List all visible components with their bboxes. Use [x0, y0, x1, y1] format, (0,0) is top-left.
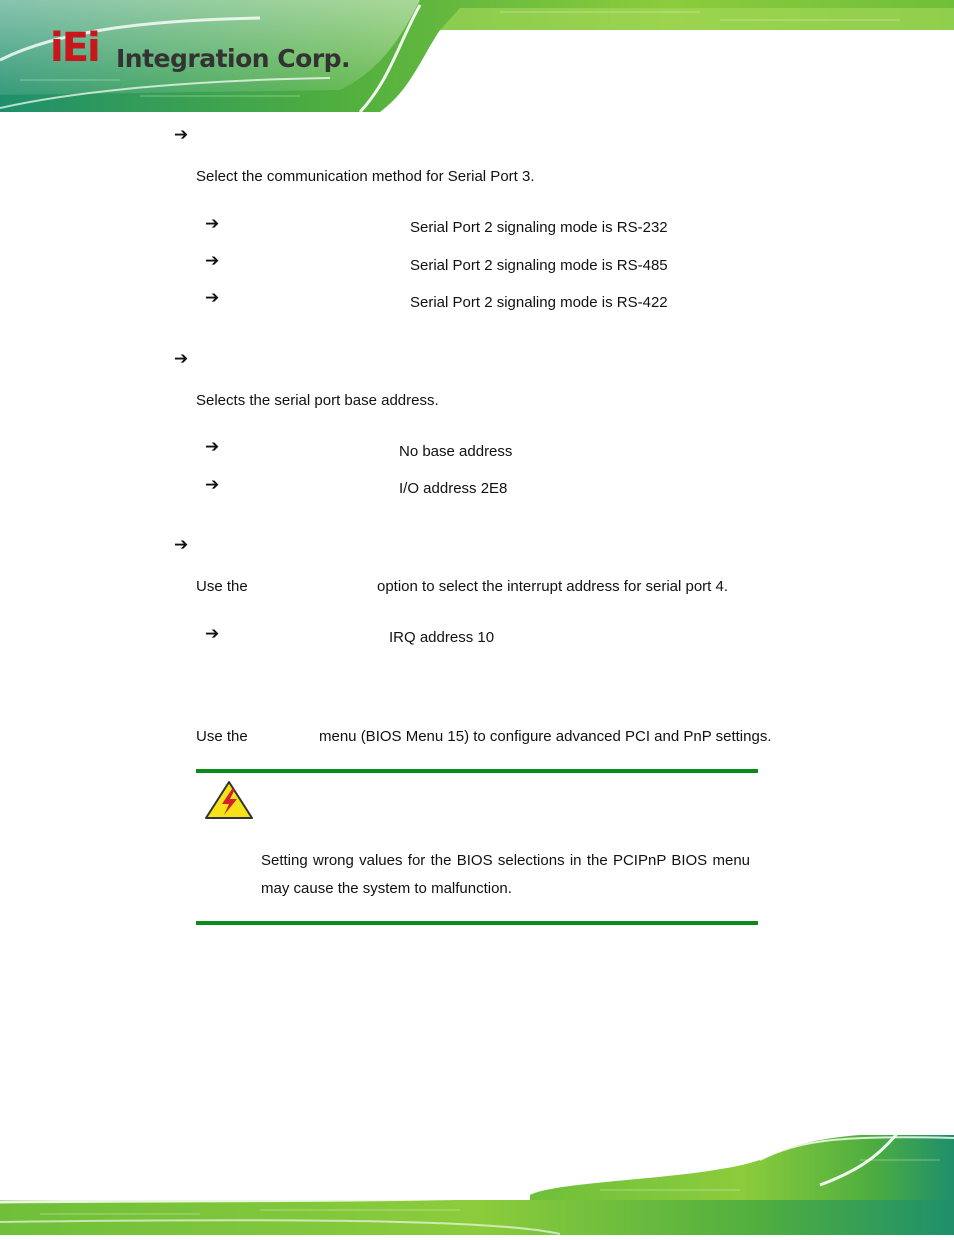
option-arrow-icon: ➔: [205, 288, 220, 307]
option-arrow-icon: ➔: [205, 251, 220, 270]
option-arrow-icon: ➔: [205, 214, 220, 233]
option-description: Serial Port 2 signaling mode is RS-485: [410, 257, 668, 274]
footer-circuit-graphic: [0, 1130, 954, 1235]
option-description: IRQ address 10: [389, 629, 495, 646]
irq-description-suffix: option to select the interrupt address for serial port 4.: [377, 578, 729, 595]
brand-logo-name: Integration Corp.: [116, 44, 351, 73]
option-description: I/O address 2E8: [399, 480, 508, 497]
option-description: No base address: [399, 443, 513, 460]
warning-bottom-rule: [196, 921, 758, 925]
brand-logo-letters: iEi: [50, 25, 99, 71]
pcipnp-description-suffix: menu (BIOS Menu 15) to configure advanced PCI and PnP settings.: [319, 728, 772, 745]
warning-message: Setting wrong values for the BIOS selections in the PCIPnP BIOS menu may cause the system to malfunction.: [261, 852, 750, 897]
pcipnp-description-prefix: Use the: [196, 728, 248, 745]
irq-description-prefix: Use the: [196, 578, 248, 595]
serial-mode-description: Select the communication method for Serial Port 3.: [196, 168, 535, 185]
option-description: Serial Port 2 signaling mode is RS-232: [410, 219, 668, 236]
section-arrow-icon: ➔: [174, 125, 189, 144]
option-arrow-icon: ➔: [205, 624, 220, 643]
serial-address-description: Selects the serial port base address.: [196, 392, 439, 409]
section-arrow-icon: ➔: [174, 349, 189, 368]
option-arrow-icon: ➔: [205, 475, 220, 494]
section-arrow-icon: ➔: [174, 535, 189, 554]
warning-top-rule: [196, 769, 758, 773]
footer-banner: [0, 1130, 954, 1235]
warning-triangle-icon: [204, 780, 254, 825]
header-banner: [0, 0, 954, 115]
option-description: Serial Port 2 signaling mode is RS-422: [410, 294, 668, 311]
option-arrow-icon: ➔: [205, 437, 220, 456]
